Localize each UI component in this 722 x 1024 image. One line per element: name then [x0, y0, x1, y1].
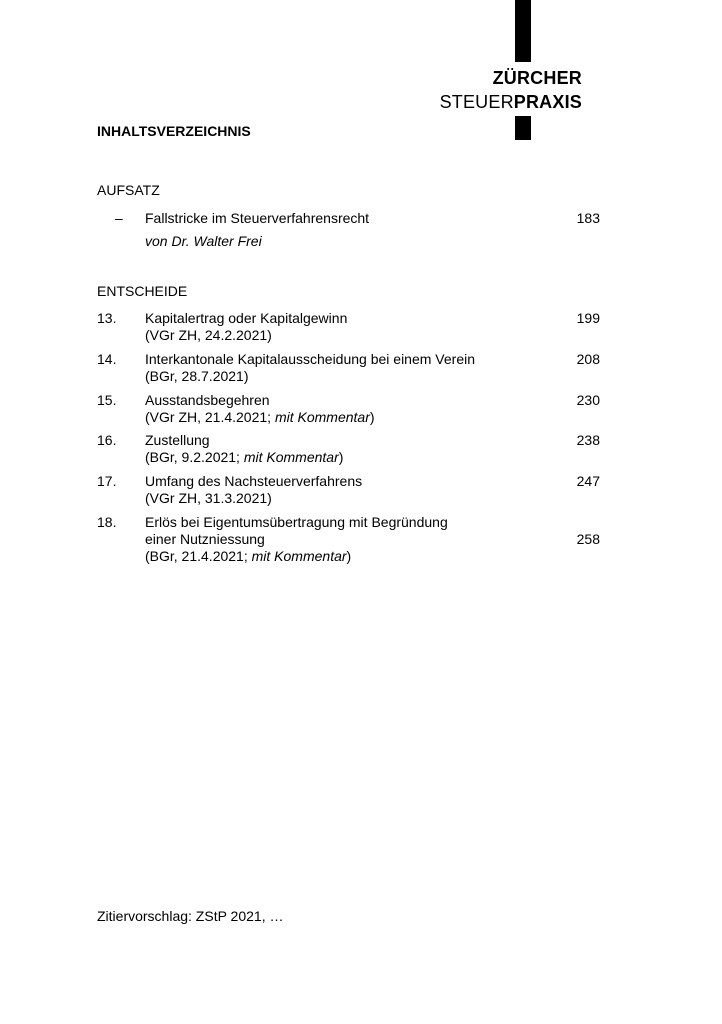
entry-title: Interkantonale Kapitalausscheidung bei einem Verein [145, 351, 476, 367]
toc-entry-aufsatz[interactable] [97, 210, 600, 250]
entry-number: 17. [97, 473, 117, 489]
entry-source [145, 449, 555, 466]
entry-source-comment: mit Kommentar [251, 548, 347, 564]
toc-entry-14[interactable] [97, 351, 600, 385]
logo-line2-regular: STEUER [439, 92, 514, 112]
entry-source-comment: mit Kommentar [274, 409, 370, 425]
entry-page: 238 [576, 432, 600, 448]
entry-author: von Dr. Walter Frei [145, 233, 262, 249]
entry-title: Fallstricke im Steuerverfahrensrecht [145, 210, 370, 226]
entry-page: 258 [576, 531, 600, 547]
entry-title-line1: Erlös bei Eigentumsübertragung mit Begründung [145, 514, 448, 530]
entry-source: (VGr ZH, 31.3.2021) [145, 490, 272, 506]
entry-source-prefix: (BGr, 9.2.2021; [145, 449, 244, 465]
toc-title: INHALTSVERZEICHNIS [97, 123, 251, 139]
entry-title-line2: einer Nutzniessung [145, 531, 265, 547]
entry-source: (VGr ZH, 24.2.2021) [145, 327, 272, 343]
toc-entry-17[interactable] [97, 473, 600, 507]
entry-number: 18. [97, 514, 117, 530]
entry-number: 15. [97, 392, 117, 408]
section-heading-aufsatz: AUFSATZ [97, 182, 160, 198]
entry-source [145, 548, 555, 565]
entry-title: Zustellung [145, 432, 210, 448]
entry-page: 208 [576, 351, 600, 367]
entry-source-suffix: ) [369, 409, 375, 425]
entry-number: 13. [97, 310, 117, 326]
entry-page: 247 [576, 473, 600, 489]
entry-title: Umfang des Nachsteuerverfahrens [145, 473, 363, 489]
entry-marker: – [115, 210, 123, 226]
logo-bar-bottom [515, 116, 531, 140]
section-heading-entscheide: ENTSCHEIDE [97, 283, 188, 299]
entry-source: (BGr, 28.7.2021) [145, 368, 249, 384]
logo-line2-bold: PRAXIS [513, 92, 582, 112]
entry-source [145, 409, 555, 426]
logo-bar-top [515, 0, 531, 62]
toc-entry-13[interactable] [97, 310, 600, 344]
toc-entry-16[interactable] [97, 432, 600, 466]
entry-title: Kapitalertrag oder Kapitalgewinn [145, 310, 348, 326]
logo-line2 [440, 92, 582, 112]
entry-number: 16. [97, 432, 117, 448]
entry-source-comment: mit Kommentar [243, 449, 339, 465]
entry-page: 199 [576, 310, 600, 326]
entry-source-suffix: ) [346, 548, 352, 564]
entry-source-suffix: ) [338, 449, 344, 465]
entry-source-prefix: (VGr ZH, 21.4.2021; [145, 409, 275, 425]
toc-entry-18[interactable] [97, 514, 600, 565]
entry-source-prefix: (BGr, 21.4.2021; [145, 548, 252, 564]
entry-page: 230 [576, 392, 600, 408]
entry-number: 14. [97, 351, 117, 367]
logo-line1: ZÜRCHER [492, 68, 582, 88]
toc-entry-15[interactable] [97, 392, 600, 426]
citation-suggestion: Zitiervorschlag: ZStP 2021, … [97, 908, 284, 924]
entry-title: Ausstandsbegehren [145, 392, 270, 408]
entry-page: 183 [576, 210, 600, 226]
